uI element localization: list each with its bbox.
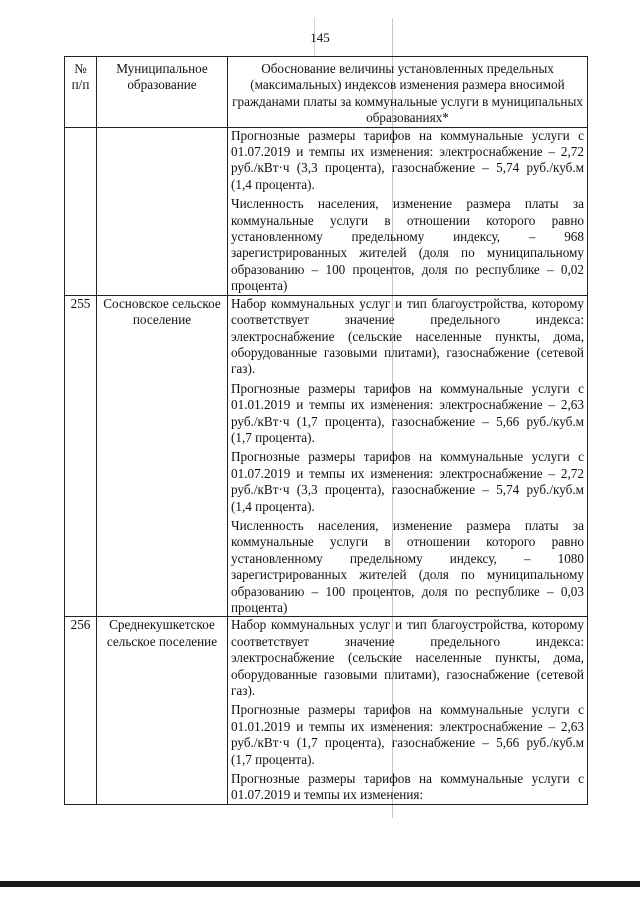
justification-paragraph: Прогнозные размеры тарифов на коммунальные услуги с 01.01.2019 и темпы их изменения: электроснабжение – 2,63 руб./кВт·ч (1,7 процента), газоснабжение – 5,66 руб./куб.м (1,7 процента). — [231, 702, 584, 767]
justification-paragraph: Набор коммунальных услуг и тип благоустройства, которому соответствует значение предельного индекса: электроснабжение (сельские населенные пункты, дома, оборудованные газовыми плитами), газоснабжение (сетевой газ). — [231, 295, 584, 377]
justification-paragraph: Набор коммунальных услуг и тип благоустройства, которому соответствует значение предельного индекса: электроснабжение (сельские населенные пункты, дома, оборудованные газовыми плитами), газоснабжение (сетевой газ). — [231, 617, 584, 699]
table-header-row — [65, 57, 588, 128]
row-justification — [228, 295, 588, 617]
header-municipality: Муниципальное образование — [97, 57, 228, 128]
row-justification — [228, 617, 588, 804]
scan-edge-bar — [0, 881, 640, 887]
page-number: 145 — [310, 30, 330, 45]
row-number: 255 — [65, 295, 97, 617]
row-number: 256 — [65, 617, 97, 804]
header-num: № п/п — [65, 57, 97, 128]
justification-paragraph: Прогнозные размеры тарифов на коммунальные услуги с 01.07.2019 и темпы их изменения: электроснабжение – 2,72 руб./кВт·ч (3,3 процента), газоснабжение – 5,74 руб./куб.м (1,4 процента). — [231, 449, 584, 514]
header-justification: Обоснование величины установленных предельных (максимальных) индексов изменения размера вносимой гражданами платы за коммунальные услуги в муниципальных образованиях* — [228, 57, 588, 128]
justification-paragraph: Численность населения, изменение размера платы за коммунальные услуги в отношении которого равно установленному предельному индексу, – 1080 зарегистрированных жителей (доля по муниципальному образованию – 100 процентов, доля по республике – 0,03 процента) — [231, 517, 584, 615]
indices-table — [64, 56, 588, 805]
row-municipality — [97, 127, 228, 295]
row-justification — [228, 127, 588, 295]
table-row — [65, 295, 588, 617]
row-municipality: Среднекушкетское сельское поселение — [97, 617, 228, 804]
row-number — [65, 127, 97, 295]
row-municipality: Сосновское сельское поселение — [97, 295, 228, 617]
justification-paragraph: Численность населения, изменение размера платы за коммунальные услуги в отношении которого равно установленному предельному индексу, – 968 зарегистрированных жителей (доля по муниципальному образованию – 100 процентов, доля по республике – 0,02 процента) — [231, 196, 584, 294]
table-row — [65, 127, 588, 295]
table-row — [65, 617, 588, 804]
justification-paragraph: Прогнозные размеры тарифов на коммунальные услуги с 01.07.2019 и темпы их изменения: электроснабжение – 2,72 руб./кВт·ч (3,3 процента), газоснабжение – 5,74 руб./куб.м (1,4 процента). — [231, 127, 584, 192]
justification-paragraph: Прогнозные размеры тарифов на коммунальные услуги с 01.07.2019 и темпы их изменения: — [231, 771, 584, 803]
justification-paragraph: Прогнозные размеры тарифов на коммунальные услуги с 01.01.2019 и темпы их изменения: электроснабжение – 2,63 руб./кВт·ч (1,7 процента), газоснабжение – 5,66 руб./куб.м (1,7 процента). — [231, 380, 584, 445]
